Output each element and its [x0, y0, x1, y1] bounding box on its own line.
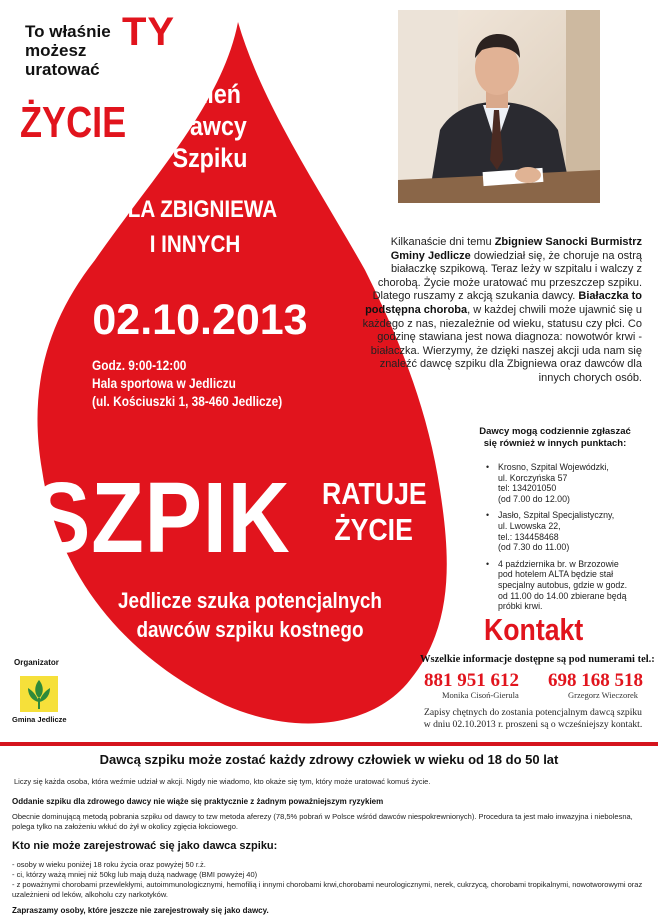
list-item: - z poważnymi chorobami przewlekłymi, autoimmunologicznymi, hemofilią i innymi chorobami krwi,chorobami neurologicznymi, nerek, cukrzycą, chorobami tropikalnymi, nowotworowymi oraz uzależnieni od leków, alkoholu czy narkotyków. [12, 880, 643, 899]
event-dedication: DLA ZBIGNIEWA I INNYCH [112, 196, 278, 258]
headline-zycie: ŻYCIE [20, 98, 127, 147]
bottom-subheading-1: Oddanie szpiku dla zdrowego dawcy nie wiąże się praktycznie z żadnym poważniejszym ryzykiem [12, 797, 384, 806]
contact-name-1: Monika Cisoń-Gierula [442, 690, 519, 700]
mayor-photo [398, 10, 600, 203]
contact-info: Wszelkie informacje dostępne są pod numerami tel.: [420, 654, 655, 665]
exclusion-list [12, 860, 652, 900]
contact-title: Kontakt [484, 612, 584, 647]
phone-number-2[interactable]: 698 168 518 [548, 670, 643, 691]
organizer-name: Gmina Jedlicze [12, 715, 67, 724]
organizer-label: Organizator [14, 658, 59, 667]
gmina-logo-icon [20, 676, 58, 712]
divider [0, 742, 658, 746]
bottom-heading: Dawcą szpiku może zostać każdy zdrowy człowiek w wieku od 18 do 50 lat [99, 752, 559, 767]
contact-note: Zapisy chętnych do zostania potencjalnym dawcą szpiku w dniu 02.10.2013 r. proszeni są o wcześniejszy kontakt. [423, 707, 643, 730]
headline-text: To właśnie możesz uratować [25, 22, 111, 79]
list-item: • 4 października br. w Brzozowie pod hotelem ALTA będzie stał specjalny autobus, gdzie w godz. od 11.00 do 14.00 zbierane będą próbki krwi. [486, 559, 646, 612]
search-slogan: Jedlicze szuka potencjalnych dawców szpiku kostnego [118, 588, 382, 642]
other-points-title: Dawcy mogą codziennie zgłaszać się również w innych punktach: [479, 426, 631, 449]
story-paragraph: Kilkanaście dni temu Zbigniew Sanocki Burmistrz Gminy Jedlicze dowiedział się, że choruje na ostrą białaczkę szpikową. Teraz leży w szpitalu i walczy z chorobą. Życie może uratować mu przeszczep szpiku. Dlatego ruszamy z akcją szukania dawcy. Białaczka to podstępna choroba, w każdej chwili może ujawnić się u każdego z nas, niezależnie od wieku, statusu czy płci. Co godzinę stawiana jest nowa diagnoza: nowotwór krwi - białaczka. Wierzymy, że dzięki naszej akcji uda nam się znaleźć dawcę szpiku dla Zbigniewa oraz dawców dla innych chorych osób. [362, 236, 642, 384]
event-details: Godz. 9:00-12:00 Hala sportowa w Jedliczu (ul. Kościuszki 1, 38-460 Jedlicze) [92, 358, 283, 409]
szpik-title: SZPIK [33, 462, 291, 574]
invitation-text: Zapraszamy osoby, które jeszcze nie zarejestrowały się jako dawcy. [12, 906, 269, 915]
ratuje-zycie: RATUJE ŻYCIE [322, 476, 427, 547]
list-item: - osoby w wieku poniżej 18 roku życia oraz powyżej 50 r.ż. [12, 860, 206, 869]
list-item: • Krosno, Szpital Wojewódzki, ul. Korczyńska 57 tel: 134201050 (od 7.00 do 12.00) [486, 462, 646, 504]
bottom-paragraph-2: Obecnie dominującą metodą pobrania szpiku od dawcy to tzw metoda aferezy (78,5% pobrań w Polsce wśród dawców niespokrewnionych). Procedura ta jest mało inwazyjna i niebolesna, polega tylko na założeniu wkłuć do żył w okolicy zgięcia łokciowego. [12, 812, 633, 831]
list-item: • Jasło, Szpital Specjalistyczny, ul. Lwowska 22, tel.: 134458468 (od 7.30 do 11.00) [486, 510, 646, 552]
event-date: 02.10.2013 [92, 296, 308, 344]
list-item: - ci, którzy ważą mniej niż 50kg lub mają dużą nadwagę (BMI powyżej 40) [12, 870, 258, 879]
headline-ty: TY [122, 10, 176, 54]
bottom-subheading-2: Kto nie może zarejestrować się jako dawca szpiku: [12, 840, 278, 852]
other-points-list [486, 462, 646, 618]
contact-name-2: Grzegorz Wieczorek [568, 690, 639, 700]
bottom-paragraph-1: Liczy się każda osoba, która weźmie udział w akcji. Nigdy nie wiadomo, kto okaże się tym, który może uratować komuś życie. [14, 777, 431, 786]
phone-number-1[interactable]: 881 951 612 [424, 670, 519, 691]
event-name: Dzień Dawcy Szpiku [172, 79, 248, 173]
